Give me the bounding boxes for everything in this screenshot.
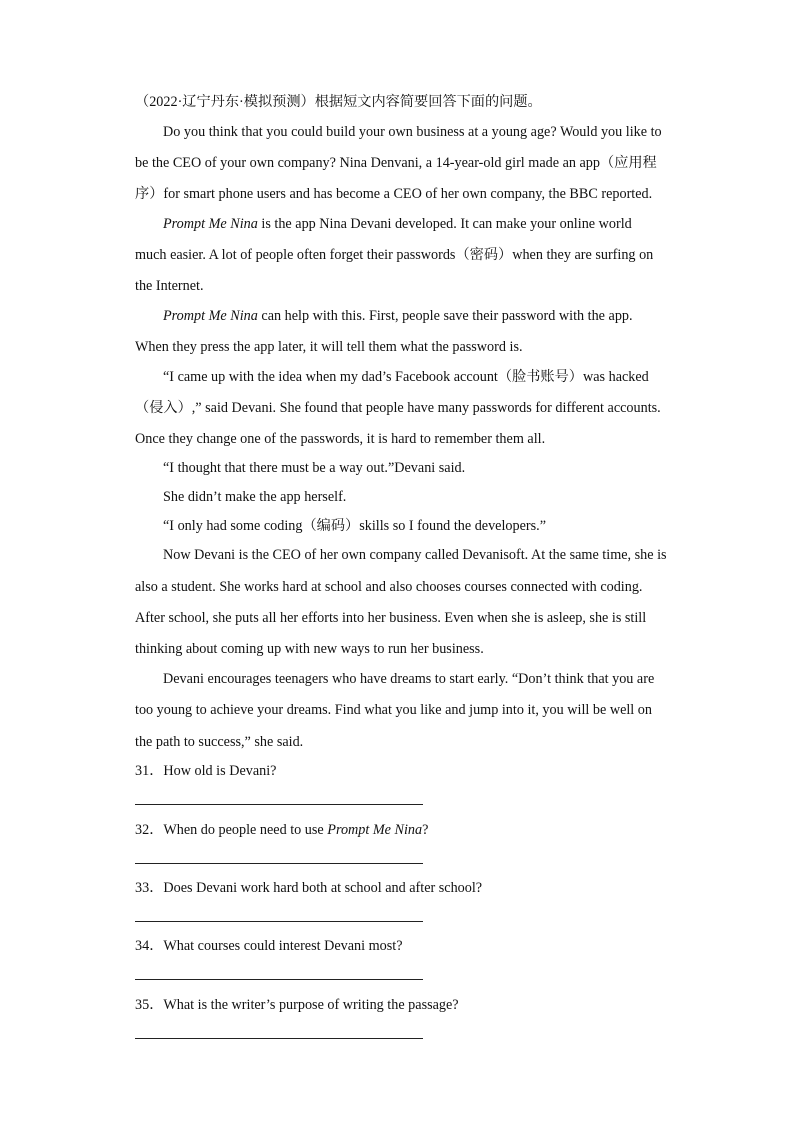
passage-paragraph-9-line-2: too young to achieve your dreams. Find what you like and jump into it, you will be well on xyxy=(135,702,652,718)
answer-line-35[interactable] xyxy=(135,1038,423,1039)
question-31: 31．How old is Devani? xyxy=(135,763,277,779)
passage-paragraph-8-line-3: After school, she puts all her efforts into her business. Even when she is asleep, she is still xyxy=(135,610,647,626)
passage-paragraph-4-line-2: （侵入）,” said Devani. She found that people have many passwords for different accounts. xyxy=(135,400,661,416)
passage-paragraph-2-line-2: much easier. A lot of people often forget their passwords（密码）when they are surfing on xyxy=(135,247,654,263)
passage-paragraph-8-line-2: also a student. She works hard at school and also chooses courses connected with coding. xyxy=(135,579,643,595)
answer-line-34[interactable] xyxy=(135,979,423,980)
app-name-italic: Prompt Me Nina xyxy=(163,308,258,324)
passage-paragraph-3-line-2: When they press the app later, it will tell them what the password is. xyxy=(135,339,523,355)
app-name-italic: Prompt Me Nina xyxy=(327,822,423,838)
question-punctuation: ? xyxy=(422,822,429,838)
question-34: 34．What courses could interest Devani most? xyxy=(135,938,403,954)
passage-paragraph-1-line-1: Do you think that you could build your own business at a young age? Would you like to xyxy=(163,124,662,140)
paragraph-text: can help with this. First, people save their password with the app. xyxy=(257,308,633,324)
question-text: 32．When do people need to use xyxy=(135,822,328,838)
question-32 xyxy=(135,821,428,839)
passage-paragraph-8-line-1: Now Devani is the CEO of her own company called Devanisoft. At the same time, she is xyxy=(163,547,667,563)
answer-line-33[interactable] xyxy=(135,921,423,922)
passage-paragraph-7-line-1: “I only had some coding（编码）skills so I found the developers.” xyxy=(163,518,546,534)
answer-line-32[interactable] xyxy=(135,863,423,864)
passage-paragraph-2-line-1 xyxy=(163,215,632,233)
passage-paragraph-9-line-3: the path to success,” she said. xyxy=(135,734,304,750)
passage-paragraph-4-line-1: “I came up with the idea when my dad’s Facebook account（脸书账号）was hacked xyxy=(163,369,649,385)
question-35: 35．What is the writer’s purpose of writing the passage? xyxy=(135,997,459,1013)
question-33: 33．Does Devani work hard both at school and after school? xyxy=(135,880,483,896)
passage-paragraph-4-line-3: Once they change one of the passwords, it is hard to remember them all. xyxy=(135,431,546,447)
passage-paragraph-1-line-2: be the CEO of your own company? Nina Denvani, a 14-year-old girl made an app（应用程 xyxy=(135,155,657,171)
passage-paragraph-6-line-1: She didn’t make the app herself. xyxy=(163,489,347,505)
app-name-italic: Prompt Me Nina xyxy=(163,216,258,232)
passage-paragraph-2-line-3: the Internet. xyxy=(135,278,204,294)
question-source-header: （2022·辽宁丹东·模拟预测）根据短文内容简要回答下面的问题。 xyxy=(135,94,542,110)
answer-line-31[interactable] xyxy=(135,804,423,805)
paragraph-text: is the app Nina Devani developed. It can make your online world xyxy=(257,216,632,232)
passage-paragraph-5-line-1: “I thought that there must be a way out.”Devani said. xyxy=(163,460,466,476)
passage-paragraph-3-line-1 xyxy=(163,307,633,325)
passage-paragraph-9-line-1: Devani encourages teenagers who have dreams to start early. “Don’t think that you are xyxy=(163,671,655,687)
passage-paragraph-1-line-3: 序）for smart phone users and has become a CEO of her own company, the BBC reported. xyxy=(135,186,653,202)
passage-paragraph-8-line-4: thinking about coming up with new ways to run her business. xyxy=(135,641,484,657)
